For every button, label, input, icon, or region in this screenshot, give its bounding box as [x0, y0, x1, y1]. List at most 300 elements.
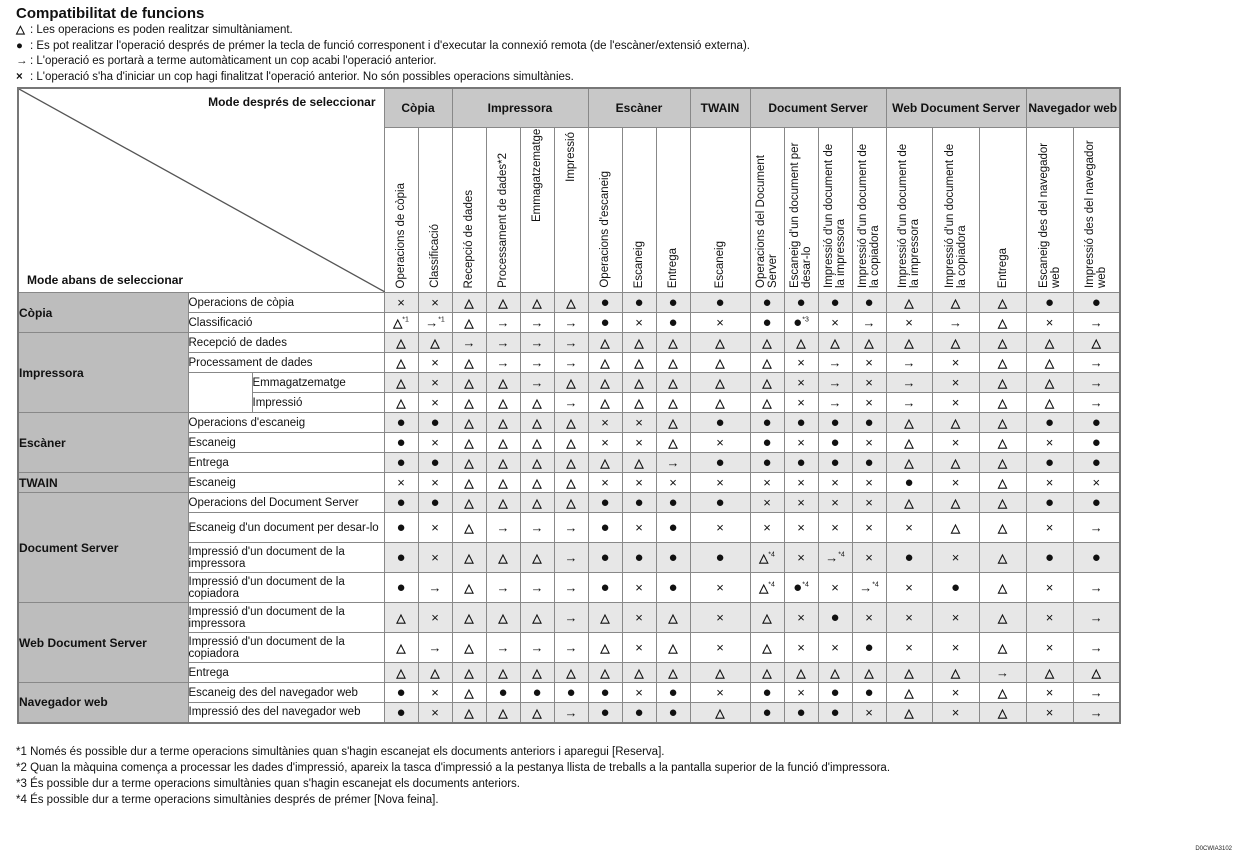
triangle-icon: △	[464, 376, 474, 390]
cross-icon: ×	[635, 315, 643, 330]
compat-cell	[818, 573, 852, 603]
compat-cell	[690, 633, 750, 663]
compat-cell	[520, 433, 554, 453]
column-header: Recepció de dades	[452, 128, 486, 293]
compat-cell	[452, 413, 486, 433]
cross-icon: ×	[905, 520, 913, 535]
triangle-icon: △	[634, 376, 644, 390]
compat-cell	[886, 353, 932, 373]
triangle-icon: △	[498, 296, 508, 310]
filled-circle-icon: ●	[950, 579, 961, 596]
compat-cell	[622, 413, 656, 433]
arrow-right-icon: →	[496, 335, 510, 350]
compat-cell	[750, 453, 784, 473]
row-group-header: Navegador web	[18, 683, 188, 723]
triangle-icon: △	[532, 705, 542, 720]
filled-circle-icon: ●	[864, 684, 874, 701]
compat-cell	[384, 493, 418, 513]
compat-cell	[452, 373, 486, 393]
compat-cell	[852, 573, 886, 603]
triangle-icon: △	[997, 456, 1008, 470]
triangle-icon: △	[830, 336, 840, 350]
footnote-ref: *4	[768, 551, 775, 559]
cross-icon: ×	[1045, 520, 1054, 535]
filled-circle-icon: ●	[396, 454, 406, 471]
triangle-icon: △	[1044, 336, 1055, 350]
triangle-icon: △	[762, 611, 772, 625]
compat-cell	[588, 393, 622, 413]
filled-circle-icon: ●	[668, 684, 678, 701]
compat-cell	[418, 663, 452, 683]
column-header: Operacions del Document Server	[750, 128, 784, 293]
column-group-header: Còpia	[384, 88, 452, 128]
filled-circle-icon: ●	[600, 294, 610, 311]
compat-cell	[384, 373, 418, 393]
cross-icon: ×	[635, 415, 643, 430]
filled-circle-icon: ●	[430, 414, 440, 431]
footnote-ref: *3	[802, 316, 809, 324]
row-header: Escaneig d'un document per desar-lo	[188, 513, 384, 543]
compat-cell	[622, 393, 656, 413]
triangle-icon: △	[396, 336, 406, 350]
compat-cell	[554, 453, 588, 473]
compat-cell	[656, 703, 690, 723]
compat-cell	[784, 373, 818, 393]
compat-cell	[1073, 683, 1120, 703]
triangle-icon: △	[600, 396, 610, 410]
arrow-right-icon: →	[949, 315, 962, 330]
arrow-right-icon: →	[428, 580, 442, 595]
compat-cell	[452, 703, 486, 723]
triangle-icon: △	[498, 611, 508, 625]
compat-cell	[818, 293, 852, 313]
compat-cell	[784, 573, 818, 603]
filled-circle-icon: ●	[796, 703, 806, 721]
triangle-icon: △	[1044, 396, 1055, 410]
compat-cell	[486, 413, 520, 433]
filled-circle-icon: ●	[830, 434, 840, 451]
footnote: *4 És possible dur a terme operacions simultànies després de prémer [Nova feina].	[16, 794, 439, 806]
cross-icon: ×	[951, 640, 960, 655]
compat-cell	[852, 453, 886, 473]
compat-cell	[1026, 683, 1073, 703]
compat-cell	[690, 453, 750, 473]
compat-cell	[1026, 333, 1073, 353]
compat-cell	[852, 513, 886, 543]
compat-cell	[1026, 703, 1073, 723]
compat-cell	[486, 513, 520, 543]
triangle-icon: △	[904, 296, 914, 310]
arrow-right-icon: →	[859, 580, 873, 595]
compat-cell	[886, 453, 932, 473]
compat-cell	[690, 683, 750, 703]
compat-cell	[886, 633, 932, 663]
compat-cell	[588, 493, 622, 513]
compat-cell	[750, 683, 784, 703]
compat-cell	[588, 513, 622, 543]
triangle-icon: △	[1091, 666, 1101, 680]
compat-cell	[656, 603, 690, 633]
compat-cell	[486, 473, 520, 493]
triangle-icon: △	[762, 396, 772, 410]
filled-circle-icon: ●	[715, 414, 725, 431]
compat-cell	[1026, 413, 1073, 433]
footnote-ref: *4	[838, 551, 845, 559]
triangle-icon: △	[532, 416, 542, 430]
triangle-icon: △	[997, 436, 1008, 450]
filled-circle-icon: ●	[1044, 414, 1055, 431]
compat-cell	[656, 373, 690, 393]
compat-cell	[418, 703, 452, 723]
triangle-icon: △	[997, 641, 1008, 655]
cross-icon: ×	[951, 355, 960, 370]
compat-cell	[1026, 293, 1073, 313]
compat-cell	[1073, 573, 1120, 603]
filled-circle-icon: ●	[668, 314, 678, 331]
cross-icon: ×	[951, 610, 960, 625]
compat-cell	[750, 603, 784, 633]
compat-cell	[852, 493, 886, 513]
filled-circle-icon: ●	[668, 549, 678, 566]
compat-cell	[486, 313, 520, 333]
compat-cell	[979, 293, 1026, 313]
compat-cell	[622, 293, 656, 313]
compat-cell	[979, 473, 1026, 493]
compat-cell	[452, 513, 486, 543]
compat-cell	[520, 373, 554, 393]
compat-cell	[622, 573, 656, 603]
triangle-icon: △	[997, 356, 1008, 370]
row-header: Escaneig des del navegador web	[188, 683, 384, 703]
cross-icon: ×	[797, 395, 805, 410]
cross-icon: ×	[905, 580, 913, 595]
compat-cell	[588, 353, 622, 373]
filled-circle-icon: ●	[634, 549, 644, 566]
diagonal-divider	[19, 89, 385, 292]
triangle-icon: △	[715, 396, 725, 410]
compat-cell	[932, 663, 979, 683]
compat-cell	[750, 493, 784, 513]
column-header: Escaneig d'un document per desar-lo	[784, 128, 818, 293]
filled-circle-icon: ●	[1091, 434, 1101, 451]
compat-cell	[384, 683, 418, 703]
compat-cell	[588, 573, 622, 603]
triangle-icon: △	[997, 336, 1008, 350]
cross-icon: ×	[431, 610, 439, 625]
triangle-icon: △	[396, 666, 406, 680]
column-header: Impressió d'un document de la copiadora	[932, 128, 979, 293]
triangle-icon: △	[950, 416, 961, 430]
triangle-icon: △	[396, 396, 406, 410]
table-row	[18, 683, 1120, 703]
filled-circle-icon: ●	[532, 684, 542, 701]
compat-cell	[486, 433, 520, 453]
triangle-icon: △	[997, 705, 1008, 720]
compat-cell	[886, 703, 932, 723]
compat-cell	[1026, 353, 1073, 373]
compat-cell	[932, 473, 979, 493]
triangle-icon: △	[668, 416, 678, 430]
cross-icon: ×	[865, 610, 873, 625]
compat-cell	[554, 473, 588, 493]
column-group-header: Escàner	[588, 88, 690, 128]
cross-icon: ×	[1045, 315, 1054, 330]
compat-cell	[690, 293, 750, 313]
compat-cell	[1026, 543, 1073, 573]
filled-circle-icon: ●	[762, 414, 772, 431]
triangle-icon: △	[997, 581, 1008, 595]
arrow-right-icon: →	[16, 55, 28, 67]
compat-cell	[784, 293, 818, 313]
compat-cell	[554, 603, 588, 633]
cross-icon: ×	[397, 475, 405, 490]
cross-icon: ×	[951, 395, 960, 410]
triangle-icon: △	[759, 551, 769, 565]
arrow-right-icon: →	[564, 395, 578, 410]
filled-circle-icon: ●	[1091, 454, 1101, 471]
cross-icon: ×	[951, 375, 960, 390]
compat-cell	[1073, 293, 1120, 313]
triangle-icon: △	[532, 396, 542, 410]
triangle-icon: △	[464, 396, 474, 410]
compat-cell	[852, 543, 886, 573]
compat-cell	[418, 293, 452, 313]
compat-cell	[750, 433, 784, 453]
compat-cell	[690, 703, 750, 723]
compat-cell	[979, 573, 1026, 603]
column-header: Processament de dades*2	[486, 128, 520, 293]
figure-code: D0CWIA3102	[1195, 846, 1232, 852]
filled-circle-icon: ●	[600, 494, 610, 511]
compat-cell	[656, 573, 690, 603]
compat-cell	[818, 603, 852, 633]
filled-circle-icon: ●	[600, 579, 610, 596]
compat-cell	[486, 603, 520, 633]
cross-icon: ×	[431, 375, 439, 390]
filled-circle-icon: ●	[796, 294, 806, 311]
compat-cell	[622, 683, 656, 703]
compat-cell	[932, 573, 979, 603]
cross-icon: ×	[951, 435, 960, 450]
compat-cell	[852, 353, 886, 373]
compat-cell	[690, 473, 750, 493]
table-row	[18, 493, 1120, 513]
cross-icon: ×	[1045, 580, 1054, 595]
compat-cell	[418, 513, 452, 543]
compat-cell	[979, 663, 1026, 683]
triangle-icon: △	[997, 396, 1008, 410]
cross-icon: ×	[951, 704, 960, 720]
row-header: Impressió d'un document de la impressora	[188, 603, 384, 633]
triangle-icon: △	[532, 551, 542, 565]
filled-circle-icon: ●	[396, 414, 406, 431]
arrow-right-icon: →	[496, 315, 510, 330]
triangle-icon: △	[997, 476, 1008, 490]
row-header: Impressió d'un document de la copiadora	[188, 633, 384, 663]
indent-spacer	[188, 373, 252, 413]
triangle-icon: △	[796, 336, 806, 350]
column-header: Impressió d'un document de la impressora	[886, 128, 932, 293]
column-header: Entrega	[979, 128, 1026, 293]
triangle-icon: △	[715, 705, 725, 720]
compat-cell	[384, 633, 418, 663]
compat-cell	[520, 703, 554, 723]
triangle-icon: △	[566, 456, 576, 470]
cross-icon: ×	[669, 475, 677, 490]
compat-cell	[818, 333, 852, 353]
filled-circle-icon: ●	[668, 703, 678, 721]
compat-cell	[932, 543, 979, 573]
filled-circle-icon: ●	[830, 294, 840, 311]
filled-circle-icon: ●	[600, 703, 610, 721]
cross-icon: ×	[797, 610, 805, 625]
filled-circle-icon: ●	[830, 703, 840, 721]
compat-cell	[886, 413, 932, 433]
filled-circle-icon: ●	[396, 434, 406, 451]
compat-cell	[452, 473, 486, 493]
triangle-icon: △	[464, 416, 474, 430]
triangle-icon: △	[950, 666, 961, 680]
compat-cell	[932, 373, 979, 393]
cross-icon: ×	[797, 475, 805, 490]
triangle-icon: △	[498, 416, 508, 430]
triangle-icon: △	[464, 611, 474, 625]
compat-cell	[818, 393, 852, 413]
triangle-icon: △	[715, 376, 725, 390]
compat-cell	[750, 633, 784, 663]
compat-cell	[418, 373, 452, 393]
compat-cell	[418, 313, 452, 333]
compat-cell	[520, 293, 554, 313]
cross-icon: ×	[601, 475, 609, 490]
column-group-header: Impressora	[452, 88, 588, 128]
arrow-right-icon: →	[530, 375, 544, 390]
cross-icon: ×	[716, 580, 724, 595]
cross-icon: ×	[635, 520, 643, 535]
compat-cell	[1026, 573, 1073, 603]
cross-icon: ×	[865, 520, 873, 535]
compat-cell	[1073, 373, 1120, 393]
compat-cell	[588, 453, 622, 473]
compat-cell	[554, 633, 588, 663]
triangle-icon: △	[430, 666, 440, 680]
filled-circle-icon: ●	[762, 434, 772, 451]
compat-cell	[979, 493, 1026, 513]
compat-cell	[932, 603, 979, 633]
triangle-icon: △	[759, 581, 769, 595]
compat-cell	[656, 393, 690, 413]
cross-icon: ×	[831, 520, 839, 535]
compat-cell	[588, 473, 622, 493]
column-header: Escaneig	[622, 128, 656, 293]
compat-cell	[384, 543, 418, 573]
row-group-header: TWAIN	[18, 473, 188, 493]
compat-cell	[520, 353, 554, 373]
triangle-icon: △	[600, 456, 610, 470]
triangle-icon: △	[634, 356, 644, 370]
cross-icon: ×	[797, 550, 805, 565]
triangle-icon: △	[997, 376, 1008, 390]
arrow-right-icon: →	[1089, 315, 1103, 330]
compat-cell	[486, 393, 520, 413]
arrow-right-icon: →	[828, 355, 842, 370]
compat-cell	[588, 663, 622, 683]
cross-icon: ×	[831, 475, 839, 490]
cross-icon: ×	[763, 520, 771, 535]
cross-icon: ×	[831, 640, 839, 655]
triangle-icon: △	[600, 356, 610, 370]
compat-cell	[384, 573, 418, 603]
arrow-right-icon: →	[1089, 375, 1103, 390]
cross-icon: ×	[431, 520, 439, 535]
compat-cell	[818, 663, 852, 683]
table-row	[18, 333, 1120, 353]
triangle-icon: △	[464, 316, 474, 330]
cross-icon: ×	[716, 520, 724, 535]
filled-circle-icon: ●	[904, 474, 914, 491]
compat-cell	[979, 513, 1026, 543]
compat-cell	[384, 313, 418, 333]
compat-cell	[784, 703, 818, 723]
compat-cell	[852, 603, 886, 633]
triangle-icon: △	[498, 456, 508, 470]
triangle-icon: △	[715, 666, 725, 680]
arrow-right-icon: →	[425, 315, 439, 330]
filled-circle-icon: ●	[864, 414, 874, 431]
arrow-right-icon: →	[496, 640, 510, 655]
cross-icon: ×	[601, 435, 609, 450]
cross-icon: ×	[431, 685, 439, 700]
compat-cell	[886, 373, 932, 393]
arrow-right-icon: →	[1089, 640, 1103, 655]
compat-cell	[452, 393, 486, 413]
cross-icon: ×	[397, 295, 405, 310]
triangle-icon: △	[498, 705, 508, 720]
compat-cell	[852, 703, 886, 723]
triangle-icon: △	[396, 356, 406, 370]
column-header: Operacions de còpia	[384, 128, 418, 293]
compat-cell	[384, 293, 418, 313]
triangle-icon: △	[997, 496, 1008, 510]
compat-cell	[932, 493, 979, 513]
compat-cell	[1026, 513, 1073, 543]
compat-cell	[520, 633, 554, 663]
compat-cell	[886, 293, 932, 313]
compat-cell	[932, 293, 979, 313]
triangle-icon: △	[464, 641, 474, 655]
triangle-icon: △	[762, 356, 772, 370]
triangle-icon: △	[997, 611, 1008, 625]
cross-icon: ×	[635, 475, 643, 490]
compat-cell	[656, 433, 690, 453]
compat-cell	[486, 543, 520, 573]
row-header: Escaneig	[188, 433, 384, 453]
arrow-right-icon: →	[996, 665, 1009, 680]
row-header: Recepció de dades	[188, 333, 384, 353]
cross-icon: ×	[1092, 475, 1101, 490]
triangle-icon: △	[532, 476, 542, 490]
compat-cell	[1073, 453, 1120, 473]
cross-icon: ×	[951, 550, 960, 565]
filled-circle-icon: ●	[1091, 494, 1101, 511]
row-header: Impressió des del navegador web	[188, 703, 384, 723]
compat-cell	[554, 313, 588, 333]
compat-cell	[886, 493, 932, 513]
triangle-icon: △	[668, 396, 678, 410]
compat-cell	[486, 453, 520, 473]
legend-item: → : L'operació es portarà a terme automàticament un cop acabi l'operació anterior.	[16, 54, 750, 70]
compat-cell	[690, 413, 750, 433]
